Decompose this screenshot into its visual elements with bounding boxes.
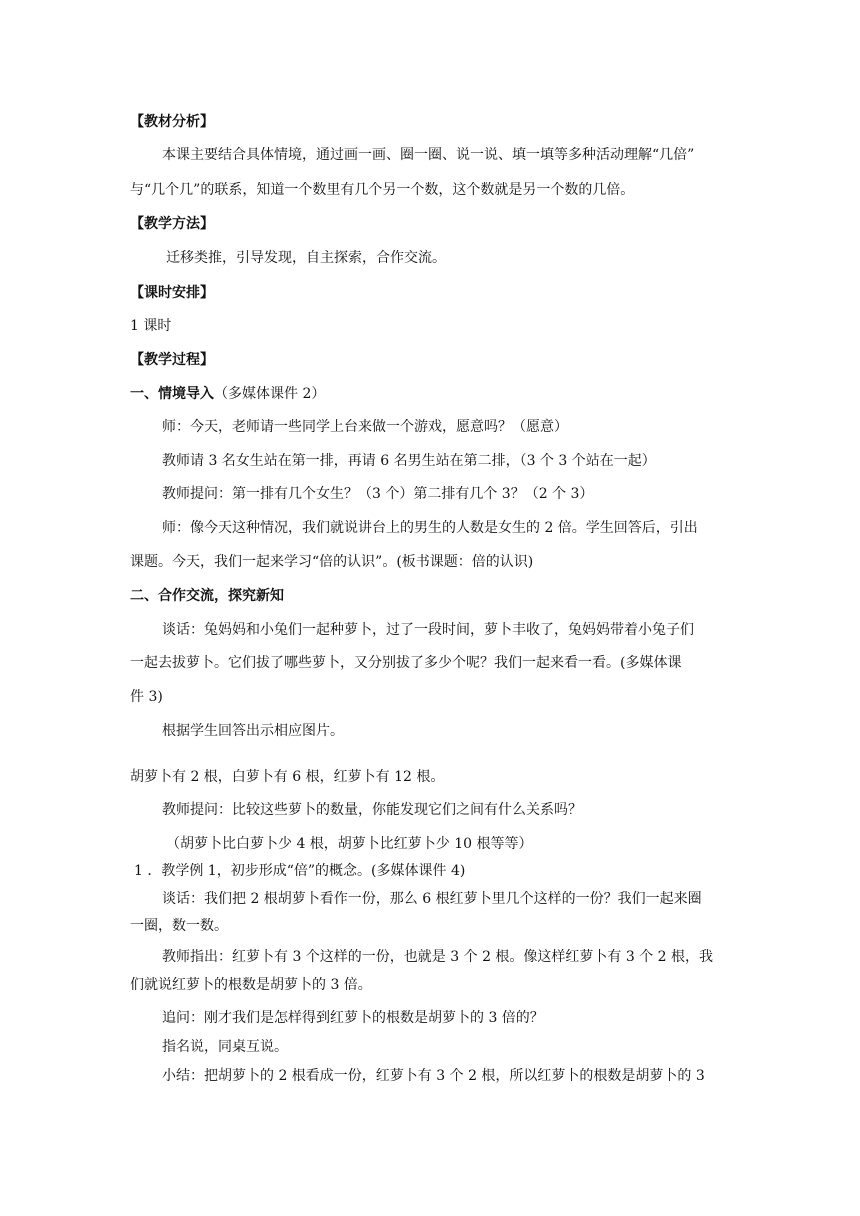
paragraph-7: 胡萝卜有 2 根，白萝卜有 6 根，红萝卜有 12 根。	[130, 769, 445, 785]
method-paragraph: 迁移类推，引导发现，自主探索，合作交流。	[166, 250, 446, 266]
paragraph-11-line-1: 谈话：我们把 2 根胡萝卜看作一份，那么 6 根红萝卜里几个这样的一份？我们一起来圈	[162, 891, 702, 907]
paragraph-8: 教师提问：比较这些萝卜的数量，你能发现它们之间有什么关系吗？	[162, 802, 582, 818]
schedule-heading: 【课时安排】	[130, 285, 214, 301]
paragraph-3: 教师提问：第一排有几个女生？（3 个）第二排有几个 3？（2 个 3）	[162, 486, 594, 502]
paragraph-5-line-2: 一起去拔萝卜。它们拔了哪些萝卜，又分别拔了多少个呢？我们一起来看一看。(多媒体课	[130, 655, 682, 671]
paragraph-13: 追问：刚才我们是怎样得到红萝卜的根数是胡萝卜的 3 倍的？	[162, 1010, 544, 1026]
paragraph-9: （胡萝卜比白萝卜少 4 根，胡萝卜比红萝卜少 10 根等等）	[166, 836, 533, 852]
part2-heading: 二、合作交流，探究新知	[130, 588, 284, 604]
paragraph-14: 指名说，同桌互说。	[162, 1039, 288, 1055]
analysis-paragraph-line-2: 与“几个几”的联系，知道一个数里有几个另一个数，这个数就是另一个数的几倍。	[130, 182, 635, 198]
paragraph-4-line-1: 师：像今天这种情况，我们就说讲台上的男生的人数是女生的 2 倍。学生回答后，引出	[162, 520, 698, 536]
part1-heading-note: （多媒体课件 2）	[214, 386, 326, 402]
paragraph-10: 1 ．教学例 1，初步形成“倍”的概念。(多媒体课件 4)	[134, 863, 466, 879]
paragraph-11-line-2: 一圈，数一数。	[130, 918, 228, 934]
paragraph-5-line-1: 谈话：兔妈妈和小兔们一起种萝卜，过了一段时间，萝卜丰收了，兔妈妈带着小兔子们	[162, 622, 694, 638]
paragraph-4-line-2: 课题。今天，我们一起来学习“倍的认识”。(板书课题：倍的认识)	[130, 554, 534, 570]
part1-heading-line	[130, 384, 740, 404]
paragraph-12-line-1: 教师指出：红萝卜有 3 个这样的一份，也就是 3 个 2 根。像这样红萝卜有 3 个 2 根，我	[162, 949, 714, 965]
paragraph-2: 教师请 3 名女生站在第一排，再请 6 名男生站在第二排，（3 个 3 个站在一起）	[162, 453, 656, 469]
method-heading: 【教学方法】	[130, 216, 214, 232]
part1-heading: 一、情境导入	[130, 386, 214, 402]
analysis-heading: 【教材分析】	[130, 114, 214, 130]
paragraph-1: 师：今天，老师请一些同学上台来做一个游戏，愿意吗？（愿意）	[162, 419, 568, 435]
paragraph-12-line-2: 们就说红萝卜的根数是胡萝卜的 3 倍。	[130, 977, 372, 993]
analysis-paragraph-line-1: 本课主要结合具体情境，通过画一画、圈一圈、说一说、填一填等多种活动理解“几倍”	[162, 147, 695, 163]
paragraph-6: 根据学生回答出示相应图片。	[162, 723, 344, 739]
paragraph-5-line-3: 件 3)	[130, 689, 163, 705]
paragraph-15: 小结：把胡萝卜的 2 根看成一份，红萝卜有 3 个 2 根，所以红萝卜的根数是胡萝卜的 3	[162, 1068, 705, 1084]
schedule-paragraph: 1 课时	[130, 318, 172, 334]
process-heading: 【教学过程】	[130, 352, 214, 368]
